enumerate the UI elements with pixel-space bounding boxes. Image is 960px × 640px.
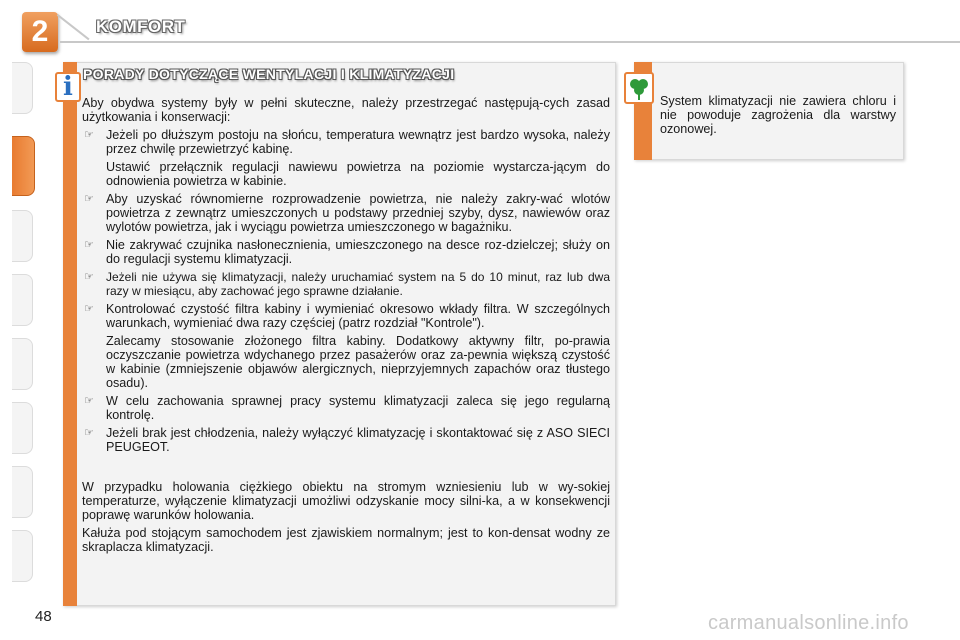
hand-pointer-icon: ☞ [84,271,94,283]
list-item-note: Zalecamy stosowanie złożonego filtra kabiny. Dodatkowy aktywny filtr, po-prawia oczyszczanie powietrza wdychanego przez pasażerów oraz za-pewnia większą czystość w kabinie (zmniejszenie objawów alergicznych, nieprzyjemnych zapachów oraz tłustego osadu). [106,334,610,390]
list-item: ☞ Jeżeli nie używa się klimatyzacji, należy uruchamiać system na 5 do 10 minut, raz lub dwa razy w miesiącu, aby zachować jego sprawne działanie. [84,270,610,298]
clover-icon [624,72,654,104]
side-tab[interactable] [12,402,33,454]
chapter-title: KOMFORT [96,17,186,36]
list-item: ☞ Kontrolować czystość filtra kabiny i wymieniać okresowo wkłady filtra. W szczególnych warunkach, wymieniać dwa razy częściej (patrz rozdział "Kontrole"). [84,302,610,330]
hand-pointer-icon: ☞ [84,395,94,407]
side-tab[interactable] [12,338,33,390]
list-item: ☞ Nie zakrywać czujnika nasłonecznienia, umieszczonego na desce roz-dzielczej; służy on do regulacji systemu klimatyzacji. [84,238,610,266]
side-chapter-tabs [12,62,34,582]
hand-pointer-icon: ☞ [84,129,94,141]
page-number: 48 [35,608,52,625]
hand-pointer-icon: ☞ [84,427,94,439]
side-tab[interactable] [12,466,33,518]
side-tab[interactable] [12,62,33,114]
side-tab-active[interactable] [12,136,35,196]
hand-pointer-icon: ☞ [84,239,94,251]
side-tab[interactable] [12,274,33,326]
environment-note-text: System klimatyzacji nie zawiera chloru i nie powoduje zagrożenia dla warstwy ozonowej. [660,94,896,136]
side-tab[interactable] [12,210,33,262]
watermark: carmanualsonline.info [708,612,909,634]
side-tab[interactable] [12,530,33,582]
section-title: PORADY DOTYCZĄCE WENTYLACJI I KLIMATYZACJI [83,66,455,82]
hand-pointer-icon: ☞ [84,303,94,315]
list-item: ☞ Jeżeli po dłuższym postoju na słońcu, temperatura wewnątrz jest bardzo wysoka, należy przez chwilę przewietrzyć kabinę. [84,128,610,156]
info-icon: i [55,72,81,102]
list-item: ☞ W celu zachowania sprawnej pracy systemu klimatyzacji zaleca się jego regularną kontrolę. [84,394,610,422]
condensation-paragraph: Kałuża pod stojącym samochodem jest zjawiskiem normalnym; jest to kon-densat wodny ze skraplacza klimatyzacji. [82,526,610,554]
list-item: ☞ Aby uzyskać równomierne rozprowadzenie powietrza, nie należy zakry-wać wlotów powietrza z zewnątrz umieszczonych u podstawy przedniej szyby, dysz, nawiewów oraz wylotów powietrza, jak i wyciągu powietrza umieszczonego w bagażniku. [84,192,610,234]
hand-pointer-icon: ☞ [84,193,94,205]
intro-paragraph: Aby obydwa systemy były w pełni skuteczne, należy przestrzegać następują-cych zasad użytkowania i konserwacji: [82,96,610,124]
section-body [82,96,610,558]
chapter-badge: 2 [22,12,58,52]
header-divider-slant [57,14,90,40]
header-divider [60,41,960,43]
towing-paragraph: W przypadku holowania ciężkiego obiektu na stromym wzniesieniu lub w wy-sokiej temperaturze, wyłączenie klimatyzacji umożliwi odzyskanie mocy silni-ka, a w konsekwencji poprawę warunków holowania. [82,480,610,522]
list-item: ☞ Jeżeli brak jest chłodzenia, należy wyłączyć klimatyzację i skontaktować się z ASO SIECI PEUGEOT. [84,426,610,454]
panel-accent-bar [63,62,77,606]
list-item-note: Ustawić przełącznik regulacji nawiewu powietrza na poziomie wystarcza-jącym do odnowienia powietrza w kabinie. [106,160,610,188]
